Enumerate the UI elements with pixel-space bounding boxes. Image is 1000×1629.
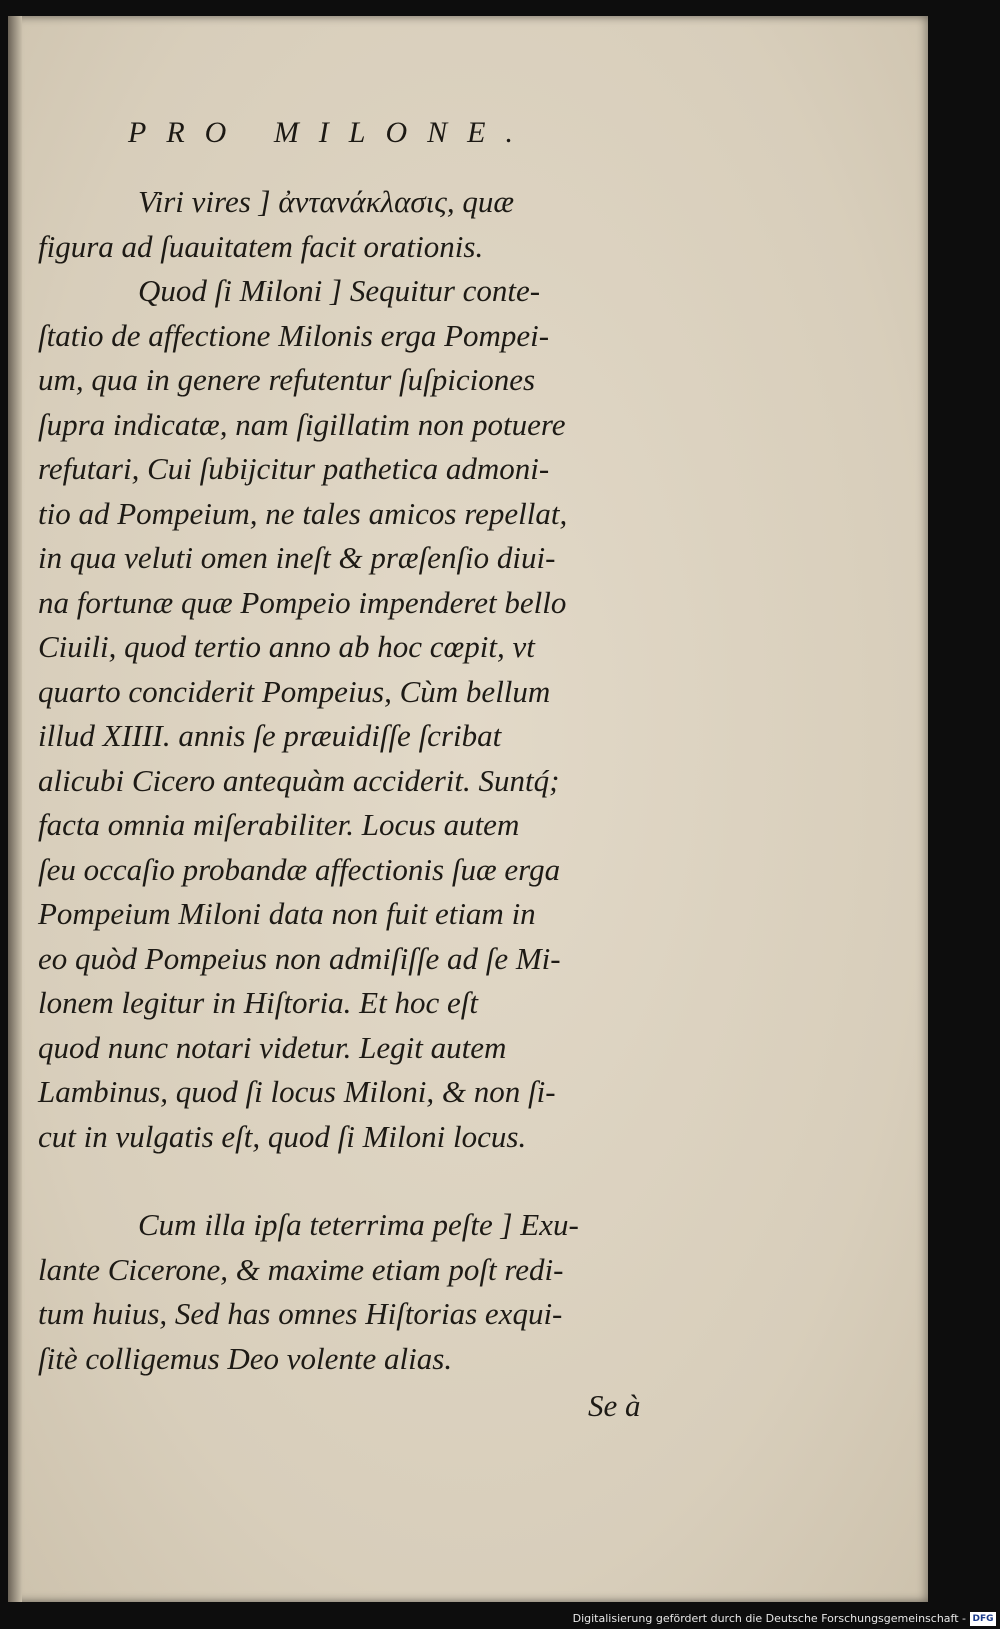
text-line: Cum illa ipſa teterrima peſte ] Exu-	[138, 1207, 579, 1242]
text-line: in qua veluti omen ineſt & præſenſio diui-	[38, 540, 556, 575]
text-line: ſitè colligemus Deo volente alias.	[38, 1340, 453, 1376]
page-body	[38, 180, 678, 1381]
text-line: ſtatio de affectione Milonis erga Pompei-	[38, 317, 550, 353]
text-line: ſupra indicatæ, nam ſigillatim non potuere	[38, 406, 566, 442]
text-line: lante Cicerone, & maxime etiam poſt redi-	[38, 1251, 564, 1287]
dfg-logo-icon: DFG	[970, 1612, 996, 1626]
text-line: lonem legitur in Hiſtoria. Et hoc eſt	[38, 985, 478, 1020]
text-line: ſeu occaſio probandæ affectionis ſuæ erga	[38, 851, 561, 887]
text-line: Lambinus, quod ſi locus Miloni, & non ſi-	[38, 1074, 556, 1109]
text-line: tio ad Pompeium, ne tales amicos repellat,	[38, 495, 568, 531]
text-line: illud XIIII. annis ſe præuidiſſe ſcribat	[38, 718, 502, 753]
text-line: eo quòd Pompeius non admiſiſſe ad ſe Mi-	[38, 940, 561, 976]
text-line: quod nunc notari videtur. Legit autem	[38, 1029, 507, 1065]
text-line: Pompeium Miloni data non fuit etiam in	[38, 896, 536, 931]
text-line: facta omnia miſerabiliter. Locus autem	[38, 807, 520, 842]
book-page	[8, 16, 928, 1602]
page-spine-shadow	[8, 16, 22, 1602]
text-line: um, qua in genere refutentur ſuſpiciones	[38, 362, 536, 397]
text-line: tum huius, Sed has omnes Hiſtorias exqui-	[38, 1296, 563, 1331]
text-line: Quod ſi Miloni ] Sequitur conte-	[138, 273, 541, 308]
text-line: Viri vires ] ἀνταvάκλασις, quæ	[138, 184, 515, 219]
text-line: Ciuili, quod tertio anno ab hoc cœpit, vt	[38, 629, 535, 664]
paragraph-1	[38, 180, 678, 1159]
paragraph-2	[38, 1203, 678, 1381]
text-line: figura ad ſuauitatem facit orationis.	[38, 228, 484, 264]
running-head: PRO MILONE.	[128, 116, 533, 149]
digitization-credit: Digitalisierung gefördert durch die Deutsche Forschungsgemeinschaft -	[572, 1612, 966, 1625]
text-line: cut in vulgatis eſt, quod ſi Miloni locus.	[38, 1118, 527, 1154]
text-line: quarto conciderit Pompeius, Cùm bellum	[38, 673, 551, 709]
text-line: alicubi Cicero antequàm acciderit. Suntq́;	[38, 762, 560, 798]
text-line: refutari, Cui ſubijcitur pathetica admoni-	[38, 451, 550, 486]
text-line: na fortunæ quæ Pompeio impenderet bello	[38, 584, 567, 620]
catchword: Se à	[588, 1388, 641, 1423]
